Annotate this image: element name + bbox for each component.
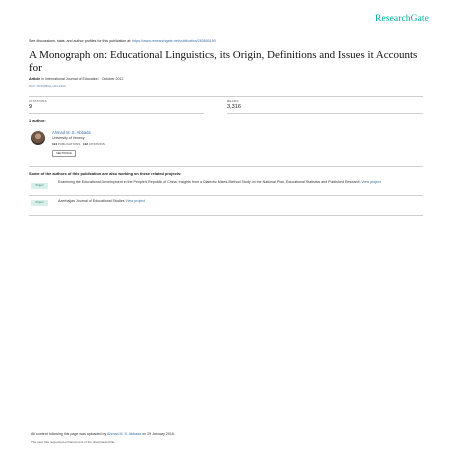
- divider-top: [29, 96, 423, 97]
- upload-note: [31, 432, 175, 436]
- researchgate-logo[interactable]: ResearchGate: [375, 14, 429, 24]
- reads-label: READS: [227, 99, 239, 103]
- publication-url-link[interactable]: https://www.researchgate.net/publication/283650190: [132, 39, 216, 43]
- project-title: Azerbaijan Journal of Educational Studies: [58, 199, 125, 203]
- view-project-link[interactable]: View project: [125, 199, 146, 203]
- citations-underline: [29, 113, 204, 114]
- enhancement-note: The user has requested enhancement of the downloaded file.: [31, 440, 116, 444]
- project-title: Examining the Educational Development in the People's Republic of China: Insights from a Dialectic Mixed-Method Study on the National Plan, Educational Statistics and Published Research: [58, 180, 361, 184]
- publication-meta: [29, 77, 124, 81]
- citations-value: 9: [29, 104, 33, 110]
- uploader-link[interactable]: Ahmad M. S. Abbada: [107, 432, 142, 436]
- author-institution: University of Venecy: [52, 136, 85, 140]
- publication-title: A Monograph on: Educational Linguistics, its Origin, Definitions and Issues it Accounts for: [29, 49, 418, 74]
- project-badge: Project: [31, 200, 48, 206]
- view-project-link[interactable]: View project: [361, 180, 381, 184]
- author-citations-label: CITATIONS: [88, 142, 105, 146]
- projects-heading: Some of the authors of this publication are also working on these related projects:: [29, 171, 182, 176]
- author-avatar[interactable]: [31, 131, 45, 145]
- publication-kind: Article: [29, 77, 41, 81]
- upload-note-suffix: on 29 January 2016.: [141, 432, 175, 436]
- reads-value: 3,316: [227, 104, 241, 110]
- project-description: [58, 199, 430, 205]
- see-profile-button[interactable]: SEE PROFILE: [52, 150, 76, 157]
- citations-label: CITATIONS: [29, 99, 47, 103]
- author-citations-count: 112: [82, 142, 88, 146]
- author-name-link[interactable]: Ahmad M. S. Abbada: [52, 130, 91, 135]
- author-publications-label: PUBLICATIONS: [57, 142, 81, 146]
- divider-bottom: [29, 215, 423, 216]
- meta-separator: in: [41, 77, 44, 81]
- journal-info: International Journal of Education · October 2012: [45, 77, 124, 81]
- author-stats: [52, 142, 105, 146]
- authors-heading: 1 author:: [29, 118, 46, 123]
- divider-middle: [29, 166, 423, 167]
- divider-projects: [29, 195, 423, 196]
- source-note-prefix: See discussions, stats, and author profiles for this publication at:: [29, 39, 133, 43]
- source-note: [29, 39, 216, 43]
- author-publications-count: 114: [52, 142, 57, 146]
- project-badge: Project: [31, 183, 48, 189]
- reads-underline: [227, 113, 423, 114]
- project-description: [58, 180, 430, 186]
- doi-text[interactable]: DOI: 10.5296/ije.v4i4.2443: [29, 84, 66, 88]
- upload-note-prefix: All content following this page was uploaded by: [31, 432, 108, 436]
